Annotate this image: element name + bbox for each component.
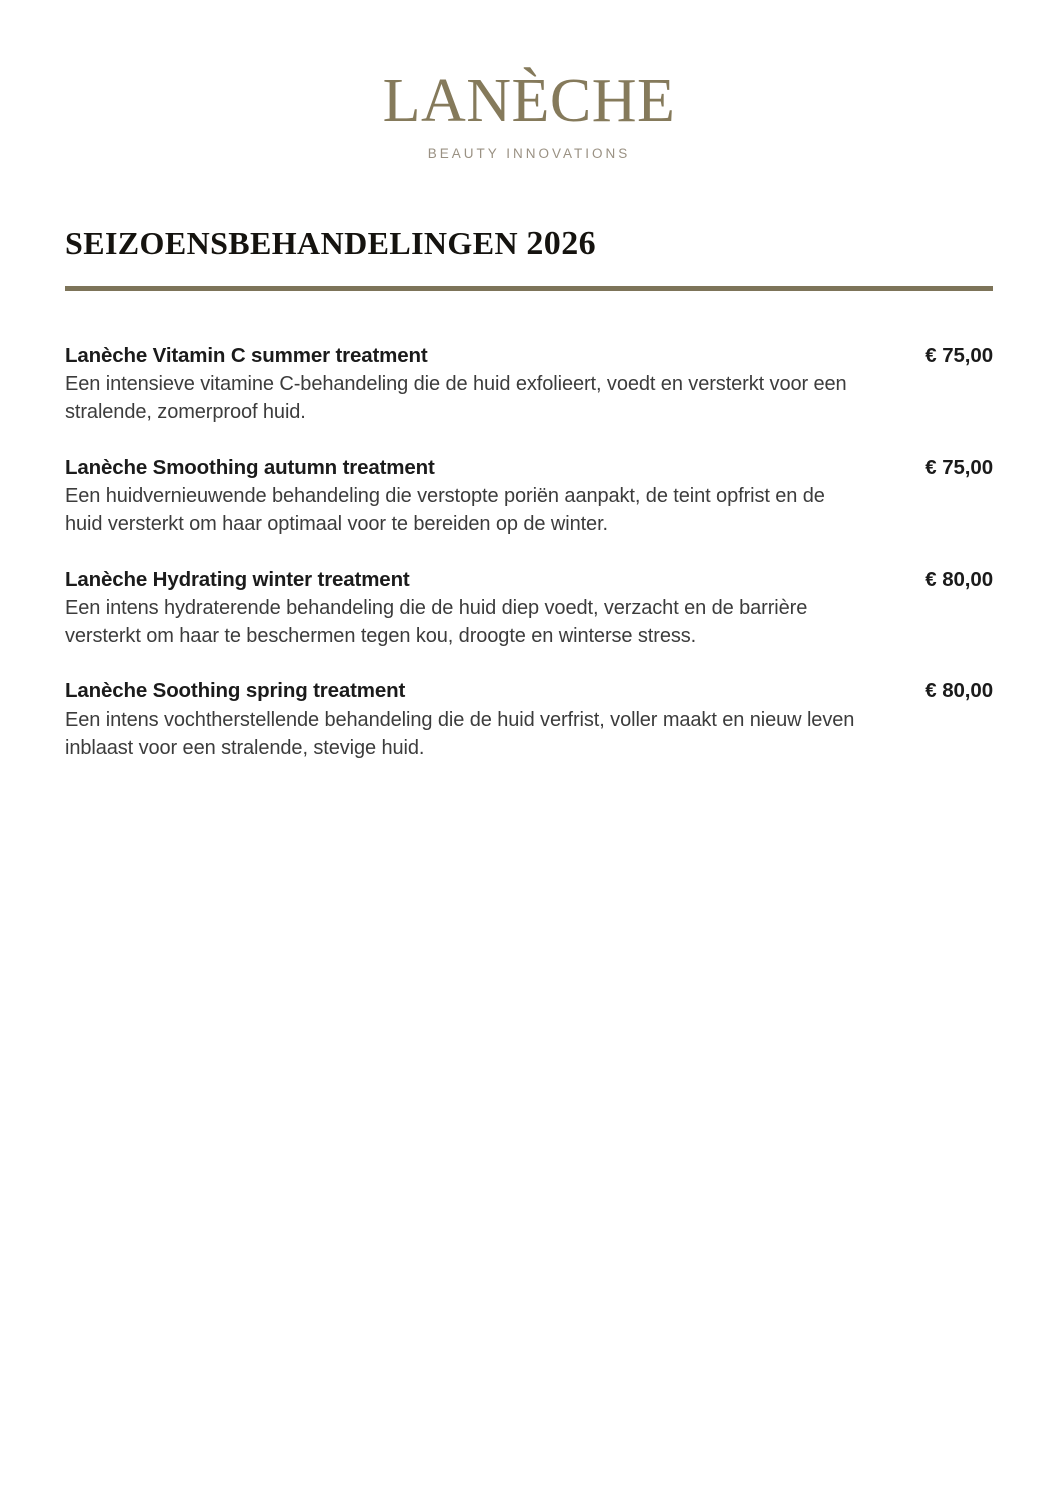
treatment-price: € 75,00 (925, 344, 993, 367)
page-title-main: SEIZOENSBEHANDELINGEN (65, 225, 518, 261)
treatment-list (65, 342, 993, 762)
treatment-header-row (65, 454, 993, 481)
treatment-description: Een intens hydraterende behandeling die de huid diep voedt, verzacht en de barrière versterkt om haar te beschermen tegen kou, droogte en winterse stress. (65, 596, 808, 648)
treatment-price: € 80,00 (925, 567, 993, 591)
list-item (65, 677, 993, 762)
treatment-description: Een huidvernieuwende behandeling die verstopte poriën aanpakt, de teint opfrist en de huid versterkt om haar optimaal voor te bereiden op de winter. (65, 484, 825, 536)
list-item (65, 454, 993, 539)
page-title (65, 225, 596, 263)
treatment-name: Lanèche Soothing spring treatment (65, 679, 406, 703)
treatment-description: Een intens vochtherstellende behandeling die de huid verfrist, voller maakt en nieuw leven inblaast voor een stralende, stevige huid. (65, 708, 855, 759)
treatment-price: € 75,00 (925, 455, 993, 479)
treatment-name: Lanèche Smoothing autumn treatment (65, 455, 435, 479)
list-item (65, 342, 993, 427)
treatment-header-row (65, 677, 993, 704)
title-divider-rule (65, 286, 993, 291)
brand-tagline: BEAUTY INNOVATIONS (427, 146, 631, 161)
list-item (65, 566, 993, 651)
treatment-name: Lanèche Vitamin C summer treatment (65, 344, 428, 367)
treatment-header-row (65, 566, 993, 593)
treatment-name: Lanèche Hydrating winter treatment (65, 567, 410, 591)
brand-header (0, 67, 1058, 161)
treatment-description: Een intensieve vitamine C-behandeling die de huid exfolieert, voedt en versterkt voor een stralende, zomerproof huid. (65, 373, 847, 424)
brand-logo-wordmark: LANÈCHE (382, 67, 676, 135)
page-title-year: 2026 (526, 225, 596, 262)
treatment-price: € 80,00 (925, 679, 993, 703)
treatment-header-row (65, 342, 993, 369)
